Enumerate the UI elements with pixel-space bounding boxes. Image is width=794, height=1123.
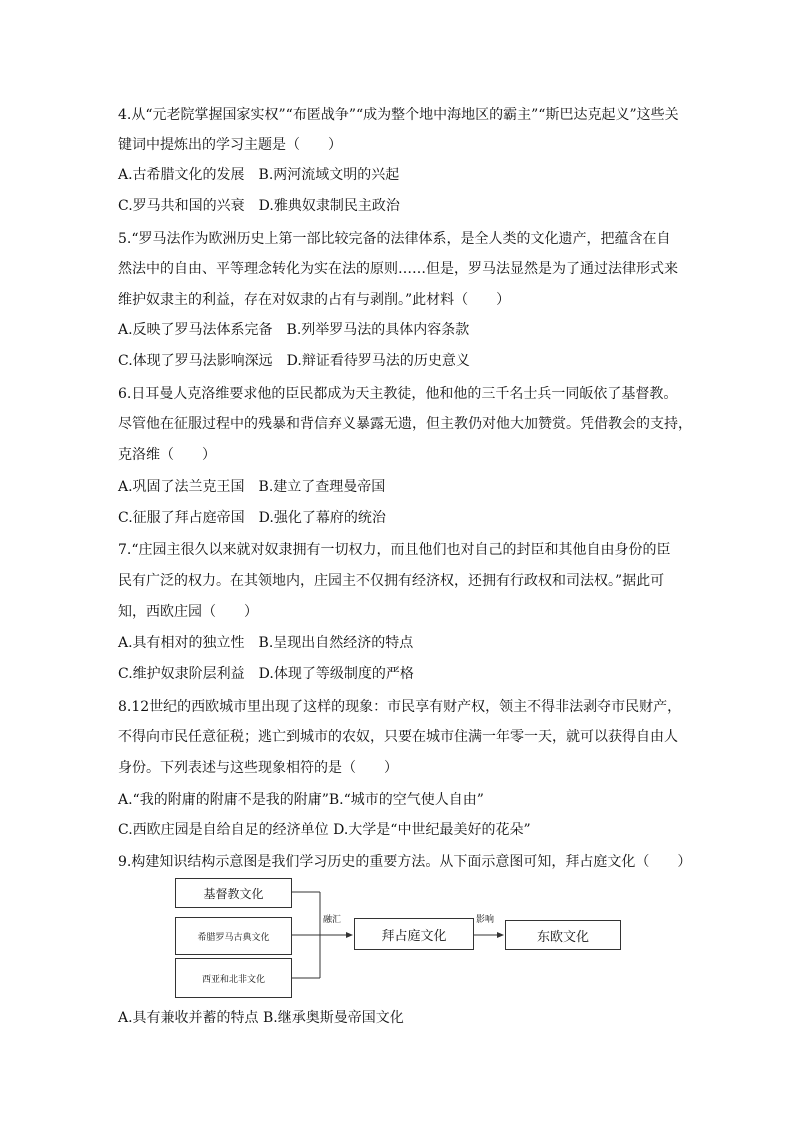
text-line: C.维护奴隶阶层利益 D.体现了等级制度的严格 <box>118 666 414 682</box>
text-line: 键词中提炼出的学习主题是（ ） <box>118 137 342 153</box>
text-line: 维护奴隶主的利益，存在对奴隶的占有与剥削。”此材料（ ） <box>118 292 511 308</box>
text-line: C.西欧庄园是自给自足的经济单位 D.大学是“中世纪最美好的花朵” <box>118 822 531 838</box>
source-box-christian <box>175 878 292 908</box>
text-line: 不得向市民任意征税；逃亡到城市的农奴，只要在城市住满一年零一天，就可以获得自由人 <box>118 729 678 745</box>
source-box-west-asia <box>175 958 292 998</box>
source-label: 基督教文化 <box>203 886 264 901</box>
text-line: A.巩固了法兰克王国 B.建立了查理曼帝国 <box>118 479 386 495</box>
source-label: 希腊罗马古典文化 <box>197 932 270 943</box>
text-line: 然法中的自由、平等理念转化为实在法的原则……但是，罗马法显然是为了通过法律形式来 <box>118 261 678 277</box>
text-line: 5.“罗马法作为欧洲历史上第一部比较完备的法律体系，是全人类的文化遗产，把蕴含在自 <box>118 231 671 247</box>
text-line: 8.12世纪的西欧城市里出现了这样的现象：市民享有财产权，领主不得非法剥夺市民财产， <box>118 699 682 715</box>
text-line: 尽管他在征服过程中的残暴和背信弃义暴露无遗，但主教仍对他大加赞赏。凭借教会的支持， <box>118 416 692 432</box>
influence-label: 影响 <box>476 915 495 925</box>
text-line: A.“我的附庸的附庸不是我的附庸”B.“城市的空气使人自由” <box>118 792 484 808</box>
text-line: C.征服了拜占庭帝国 D.强化了幕府的统治 <box>118 510 386 526</box>
text-line: A.古希腊文化的发展 B.两河流域文明的兴起 <box>118 167 400 183</box>
text-line: C.体现了罗马法影响深远 D.辩证看待罗马法的历史意义 <box>118 353 470 369</box>
target-box-east-europe <box>505 920 621 950</box>
text-line: 身份。下列表述与这些现象相符的是（ ） <box>118 760 398 776</box>
text-line: A.反映了罗马法体系完备 B.列举罗马法的具体内容条款 <box>118 322 470 338</box>
target-label: 东欧文化 <box>536 929 589 945</box>
text-line: 6.日耳曼人克洛维要求他的臣民都成为天主教徒，他和他的三千名士兵一同皈依了基督教。 <box>118 386 678 402</box>
text-line: A.具有相对的独立性 B.呈现出自然经济的特点 <box>118 635 414 651</box>
source-label: 西亚和北非文化 <box>201 974 265 985</box>
text-line: 9.构建知识结构示意图是我们学习历史的重要方法。从下面示意图可知，拜占庭文化（ ） <box>118 854 692 870</box>
knowledge-structure-diagram <box>170 872 630 1002</box>
source-box-greco-roman <box>175 917 292 955</box>
text-line: 4.从“元老院掌握国家实权”“布匿战争”“成为整个地中海地区的霸主”“斯巴达克起义”这些关 <box>118 107 679 123</box>
option-line: A.具有兼收并蓄的特点 B.继承奥斯曼帝国文化 <box>118 1010 404 1026</box>
text-line: 克洛维（ ） <box>118 447 216 463</box>
center-label: 拜占庭文化 <box>381 928 447 944</box>
text-line: C.罗马共和国的兴衰 D.雅典奴隶制民主政治 <box>118 198 400 214</box>
center-box-byzantine <box>354 918 474 950</box>
text-line: 7.“庄园主很久以来就对奴隶拥有一切权力，而且他们也对自己的封臣和其他自由身份的臣 <box>118 542 671 558</box>
text-line: 民有广泛的权力。在其领地内，庄园主不仅拥有经济权，还拥有行政权和司法权。”据此可 <box>118 573 665 589</box>
merge-label: 融汇 <box>323 915 342 925</box>
text-line: 知，西欧庄园（ ） <box>118 604 258 620</box>
